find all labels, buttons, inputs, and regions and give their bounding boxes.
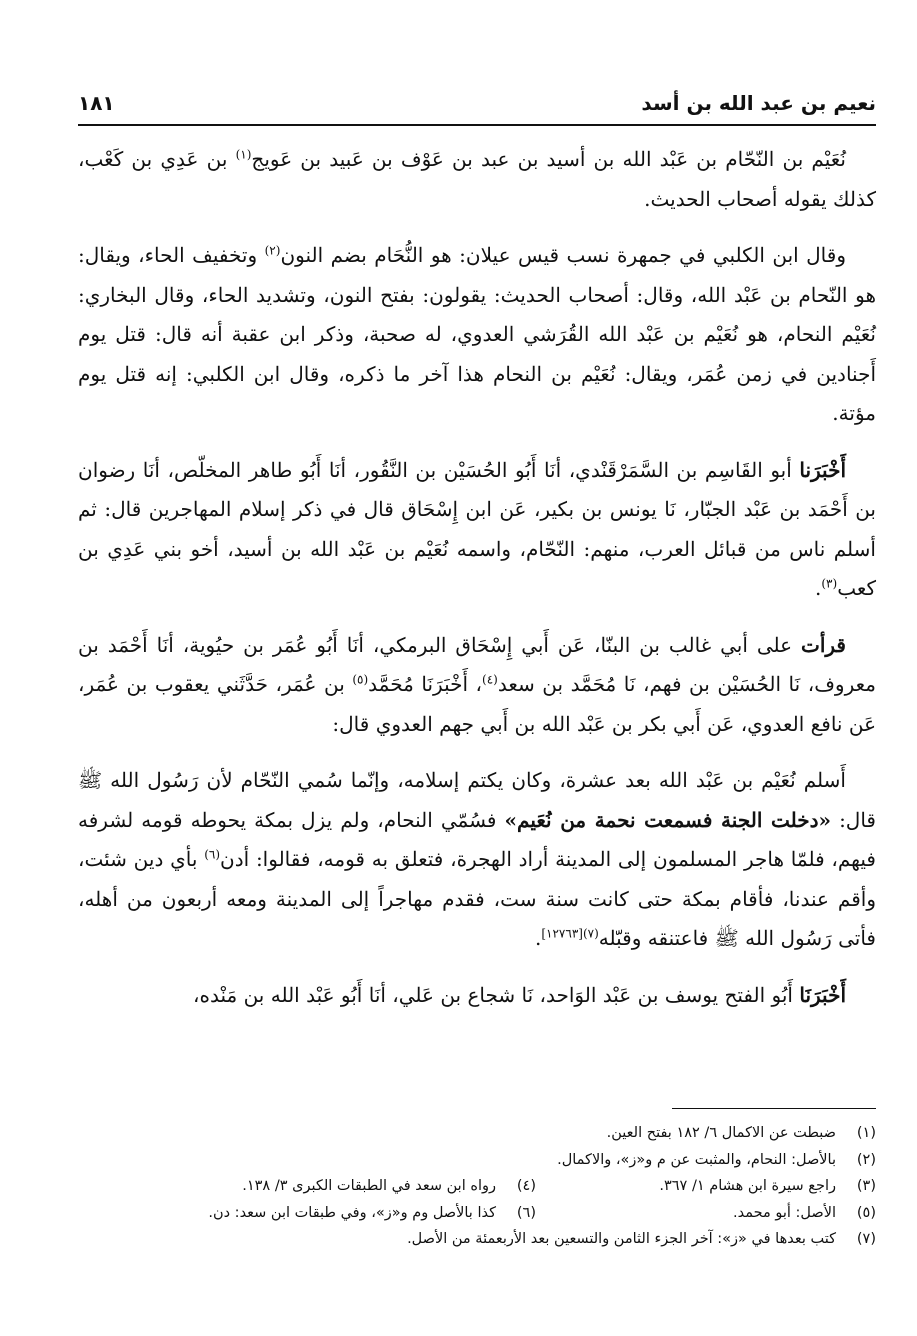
footnote-ref-2: (٢) [264,243,281,258]
paragraph-4: قرأت على أبي غالب بن البنّا، عَن أَبي إِسْحَاق البرمكي، أنَا أَبُو عُمَر بن حيُوية، أنَا أَحْمَد بن معروف، نَا الحُسَيْن بن فهم، نَا مُحَمَّد بن سعد$^{(٤)}$، أَخْبَرَنَا مُحَمَّد$^{(٥)}$ بن عُمَر، حَدَّثَني يعقوب بن عُمَر، عَن نافع العدوي، عَن أَبي بكر بن عَبْد الله بن أَبي جهم العدوي قال: [78,632,876,736]
running-header [78,84,876,122]
isnad-lead: أَخْبَرَنا [799,457,846,482]
footnote-row [78,1226,876,1253]
footnote-row [78,1147,876,1174]
header-rule [78,124,876,126]
footnote: (٢) بالأصل: النحام، والمثبت عن م و«ز»، والاكمال. [557,1151,876,1168]
paragraph-5: أَسلم نُعَيْم بن عَبْد الله بعد عشرة، وكان يكتم إسلامه، وإنّما سُمي النّحّام لأن رَسُول الله ﷺ قال: «دخلت الجنة فسمعت نحمة من نُعَيم» فسُمّي النحام، ولم يزل بمكة يحوطه قومه لشرفه فيهم، فلمّا هاجر المسلمون إلى المدينة أراد الهجرة، فتعلق به قومه، فقالوا: أدن$^{(٦)}$ بأي دين شئت، وأقم عندنا، فأقام بمكة حتى كانت سنة ست، فقدم مهاجراً إلى المدينة ومعه أربعون من أهله، فأتى رَسُول الله ﷺ فاعتنقه وقبّله$^{(٧)[١٢٧٦٣]}$. [78,768,876,950]
paragraph-3: أَخْبَرَنا أبو القَاسِم بن السَّمَرْقَنْدي، أنَا أَبُو الحُسَيْن بن النَّقُور، أنَا أَبُو طاهر المخلّص، أنَا رضوان بن أَحْمَد بن عَبْد الجبّار، نَا يونس بن بكير، عَن ابن إِسْحَاق قال في ذكر إسلام المهاجرين قال: ثم أسلم ناس من قبائل العرب، منهم: النّحّام، واسمه نُعَيْم بن عَبْد الله بن أسيد، أخو بني عَدِي بن كعب$^{(٣)}$. [78,457,876,600]
footnote-ref-4: (٤) [482,672,498,687]
header-title: نعيم بن عبد الله بن أسد [641,91,876,115]
footnote-row [78,1200,876,1227]
paragraph-2: وقال ابن الكلبي في جمهرة نسب قيس عيلان: هو النُّحَام بضم النون$^{(٢)}$ وتخفيف الحاء، ويقال: هو النّحام بن عَبْد الله، وقال: أصحاب الحديث: يقولون: بفتح النون، وتشديد الحاء، وقال البخاري: نُعَيْم النحام، هو نُعَيْم بن عَبْد الله القُرَشي العدوي، له صحبة، وذكر ابن عقبة أنه قال: قتل يوم أَجنادين في زمن عُمَر، ويقال: نُعَيْم بن النحام هذا آخر ما ذكره، وقال ابن الكلبي: إنه قتل يوم مؤتة. [78,243,877,425]
footnote-ref-5: (٥) [352,672,369,687]
footnote: (٤) رواه ابن سعد في الطبقات الكبرى ٣/ ١٣٨. [242,1178,536,1194]
footnote: (٥) الأصل: أبو محمد. [733,1204,876,1221]
footnote-ref-7: (٧)[١٢٧٦٣] [541,926,599,941]
paragraph-1: نُعَيْم بن النّحّام بن عَبْد الله بن أسيد بن عبد بن عَوْف بن عَبيد بن عَويج$^{(١)}$ بن عَدِي بن كَعْب، كذلك يقوله أصحاب الحديث. [78,147,876,211]
footnote-row [78,1173,876,1200]
footnote-rule [672,1108,876,1109]
paragraph-6: أَخْبَرَنَا أَبُو الفتح يوسف بن عَبْد الوَاحد، نَا شجاع بن عَلي، أنَا أَبُو عَبْد الله بن مَنْده، [193,982,846,1007]
footnote-row [78,1120,876,1147]
footnote: (٧) كتب بعدها في «ز»: آخر الجزء الثامن والتسعين بعد الأربعمئة من الأصل. [407,1231,876,1247]
footnote-ref-6: (٦) [204,847,221,862]
footnote: (٦) كذا بالأصل وم و«ز»، وفي طبقات ابن سعد: دن. [208,1204,536,1221]
isnad-lead: قرأت [801,632,846,657]
footnote: (٣) راجع سيرة ابن هشام ١/ ٣٦٧. [659,1178,876,1194]
main-text [78,140,876,1032]
footnote-ref-1: (١) [235,147,252,162]
page-number: ١٨١ [78,91,115,115]
footnotes [78,1120,876,1253]
footnote-ref-3: (٣) [821,576,838,591]
footnote: (١) ضبطت عن الاكمال ٦/ ١٨٢ بفتح العين. [606,1125,876,1141]
isnad-lead: أَخْبَرَنَا [799,982,846,1007]
hadith-quote: «دخلت الجنة فسمعت نحمة من نُعَيم» [504,807,832,832]
